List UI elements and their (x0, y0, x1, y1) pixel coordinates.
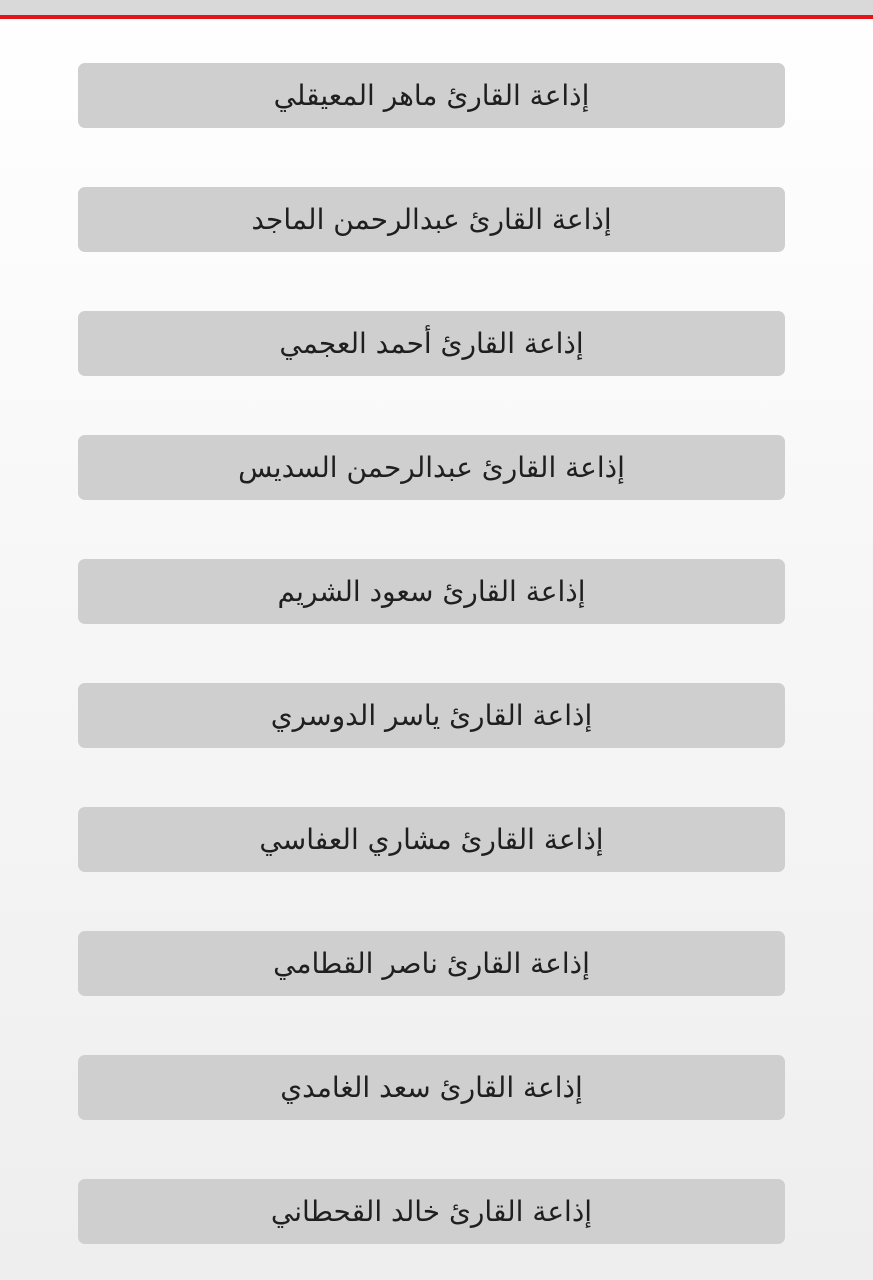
station-label: إذاعة القارئ عبدالرحمن الماجد (251, 202, 612, 236)
radio-station-list (78, 63, 785, 1244)
station-button-yasser-al-dosari[interactable] (78, 683, 785, 748)
top-bar-accent-line (0, 15, 873, 19)
station-button-nasser-al-qatami[interactable] (78, 931, 785, 996)
station-label: إذاعة القارئ أحمد العجمي (279, 326, 584, 360)
station-label: إذاعة القارئ ناصر القطامي (273, 946, 590, 980)
station-button-khalid-al-qahtani[interactable] (78, 1179, 785, 1244)
station-button-abdulrahman-al-majed[interactable] (78, 187, 785, 252)
top-bar (0, 0, 873, 15)
station-label: إذاعة القارئ عبدالرحمن السديس (238, 450, 625, 484)
station-button-saud-al-shuraim[interactable] (78, 559, 785, 624)
station-label: إذاعة القارئ خالد القحطاني (270, 1194, 593, 1228)
station-button-saad-al-ghamdi[interactable] (78, 1055, 785, 1120)
station-label: إذاعة القارئ سعد الغامدي (280, 1070, 583, 1104)
station-label: إذاعة القارئ سعود الشريم (277, 574, 586, 608)
station-button-ahmed-al-ajmi[interactable] (78, 311, 785, 376)
station-button-abdulrahman-al-sudais[interactable] (78, 435, 785, 500)
station-button-mishary-alafasy[interactable] (78, 807, 785, 872)
station-label: إذاعة القارئ مشاري العفاسي (259, 822, 604, 856)
station-label: إذاعة القارئ ماهر المعيقلي (273, 78, 590, 112)
station-label: إذاعة القارئ ياسر الدوسري (270, 698, 593, 732)
station-button-maher-al-muaiqly[interactable] (78, 63, 785, 128)
